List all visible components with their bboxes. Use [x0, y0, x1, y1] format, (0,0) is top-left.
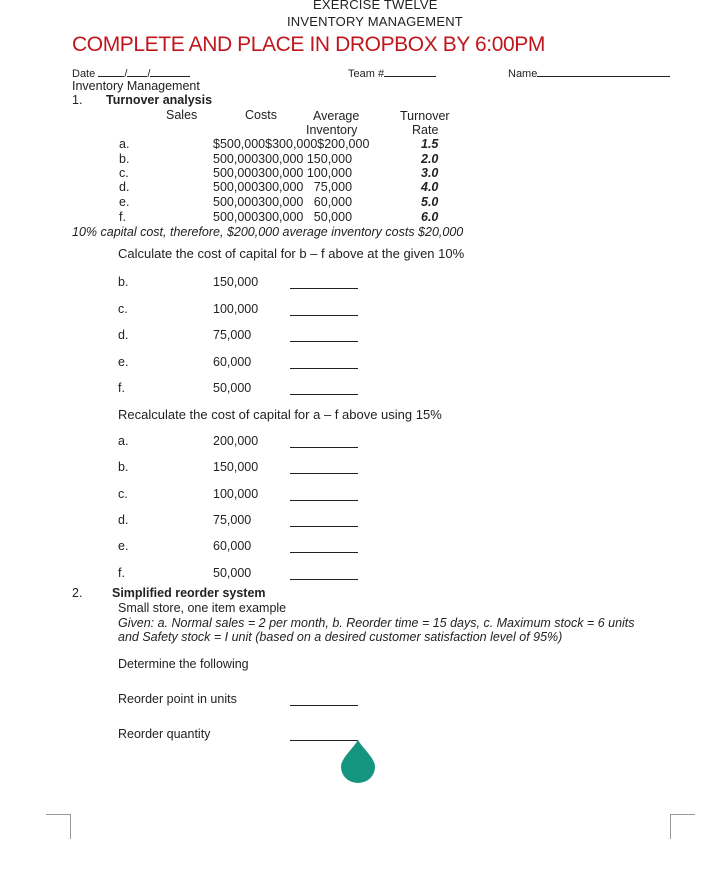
answer-blank[interactable] — [290, 552, 358, 553]
date-day-blank[interactable] — [127, 65, 147, 77]
q2-given-line1: Given: a. Normal sales = 2 per month, b. Reorder time = 15 days, c. Maximum stock = 6 units — [118, 616, 635, 630]
header-sales: Sales — [166, 108, 198, 122]
q2-determine: Determine the following — [118, 657, 249, 671]
answer-blank[interactable] — [290, 447, 358, 448]
header-average: Average — [313, 109, 360, 123]
q2-given-line2: and Safety stock = I unit (based on a desired customer satisfaction level of 95%) — [118, 630, 563, 644]
answer-blank[interactable] — [290, 394, 358, 395]
q1-number: 1. — [72, 93, 83, 107]
date-label: Date — [72, 68, 96, 80]
row-label: f. — [119, 210, 126, 224]
recalc-label: e. — [118, 539, 129, 553]
team-label: Team # — [348, 68, 385, 80]
droplet-icon[interactable] — [339, 738, 377, 784]
date-field[interactable] — [72, 65, 190, 80]
row-values: 500,000300,000 50,000 — [213, 210, 353, 224]
date-month-blank[interactable] — [98, 65, 124, 77]
reorder-point-label: Reorder point in units — [118, 692, 237, 706]
answer-blank[interactable] — [290, 315, 358, 316]
recalc-value: 150,000 — [213, 460, 259, 474]
q2-title: Simplified reorder system — [112, 586, 266, 600]
row-values: 500,000300,000 60,000 — [213, 195, 353, 209]
subject-title: INVENTORY MANAGEMENT — [287, 14, 463, 29]
answer-blank[interactable] — [290, 473, 358, 474]
row-rate: 6.0 — [421, 210, 439, 224]
calc-prompt: Calculate the cost of capital for b – f above at the given 10% — [118, 246, 465, 261]
calc-value: 75,000 — [213, 328, 252, 342]
header-rate: Rate — [412, 123, 439, 137]
row-label: e. — [119, 195, 130, 209]
answer-blank[interactable] — [290, 500, 358, 501]
recalc-label: c. — [118, 487, 128, 501]
row-rate: 2.0 — [421, 152, 439, 166]
recalc-label: b. — [118, 460, 129, 474]
section-title: Inventory Management — [72, 79, 200, 93]
row-label: b. — [119, 152, 130, 166]
q2-subtitle: Small store, one item example — [118, 601, 287, 615]
team-blank[interactable] — [384, 65, 436, 77]
capital-cost-note: 10% capital cost, therefore, $200,000 average inventory costs $20,000 — [72, 225, 464, 239]
date-sep-1: / — [124, 68, 128, 80]
recalc-value: 200,000 — [213, 434, 259, 448]
name-field[interactable] — [508, 65, 670, 80]
reorder-point-blank[interactable] — [290, 705, 358, 706]
row-values: 500,000300,000 75,000 — [213, 180, 353, 194]
row-rate: 1.5 — [421, 137, 439, 151]
page-corner-mark-left — [46, 814, 71, 839]
calc-label: b. — [118, 275, 129, 289]
calc-value: 150,000 — [213, 275, 259, 289]
calc-label: c. — [118, 302, 128, 316]
calc-label: f. — [118, 381, 125, 395]
header-turnover: Turnover — [400, 109, 450, 123]
answer-blank[interactable] — [290, 368, 358, 369]
name-label: Name — [508, 68, 538, 80]
calc-value: 60,000 — [213, 355, 252, 369]
answer-blank[interactable] — [290, 526, 358, 527]
date-year-blank[interactable] — [150, 65, 190, 77]
answer-blank[interactable] — [290, 579, 358, 580]
recalc-label: d. — [118, 513, 129, 527]
recalc-label: f. — [118, 566, 125, 580]
recalc-value: 100,000 — [213, 487, 259, 501]
header-costs: Costs — [245, 108, 277, 122]
row-values: $500,000$300,000$200,000 — [213, 137, 370, 151]
instruction-heading: COMPLETE AND PLACE IN DROPBOX BY 6:00PM — [72, 33, 545, 56]
row-rate: 4.0 — [421, 180, 439, 194]
row-rate: 3.0 — [421, 166, 439, 180]
calc-value: 100,000 — [213, 302, 259, 316]
page-corner-mark-right — [670, 814, 695, 839]
recalc-value: 50,000 — [213, 566, 252, 580]
q2-number: 2. — [72, 586, 83, 600]
name-blank[interactable] — [537, 65, 670, 77]
row-label: c. — [119, 166, 129, 180]
answer-blank[interactable] — [290, 341, 358, 342]
row-label: a. — [119, 137, 130, 151]
recalc-prompt: Recalculate the cost of capital for a – f above using 15% — [118, 407, 442, 422]
recalc-label: a. — [118, 434, 129, 448]
q1-title: Turnover analysis — [106, 93, 213, 107]
calc-value: 50,000 — [213, 381, 252, 395]
recalc-value: 75,000 — [213, 513, 252, 527]
recalc-value: 60,000 — [213, 539, 252, 553]
reorder-quantity-label: Reorder quantity — [118, 727, 211, 741]
row-values: 500,000300,000 150,000 — [213, 152, 353, 166]
answer-blank[interactable] — [290, 288, 358, 289]
calc-label: e. — [118, 355, 129, 369]
row-rate: 5.0 — [421, 195, 439, 209]
header-inventory: Inventory — [306, 123, 358, 137]
date-sep-2: / — [147, 68, 151, 80]
row-values: 500,000300,000 100,000 — [213, 166, 353, 180]
row-label: d. — [119, 180, 130, 194]
exercise-title: EXERCISE TWELVE — [313, 0, 438, 12]
team-field[interactable] — [348, 65, 436, 80]
calc-label: d. — [118, 328, 129, 342]
